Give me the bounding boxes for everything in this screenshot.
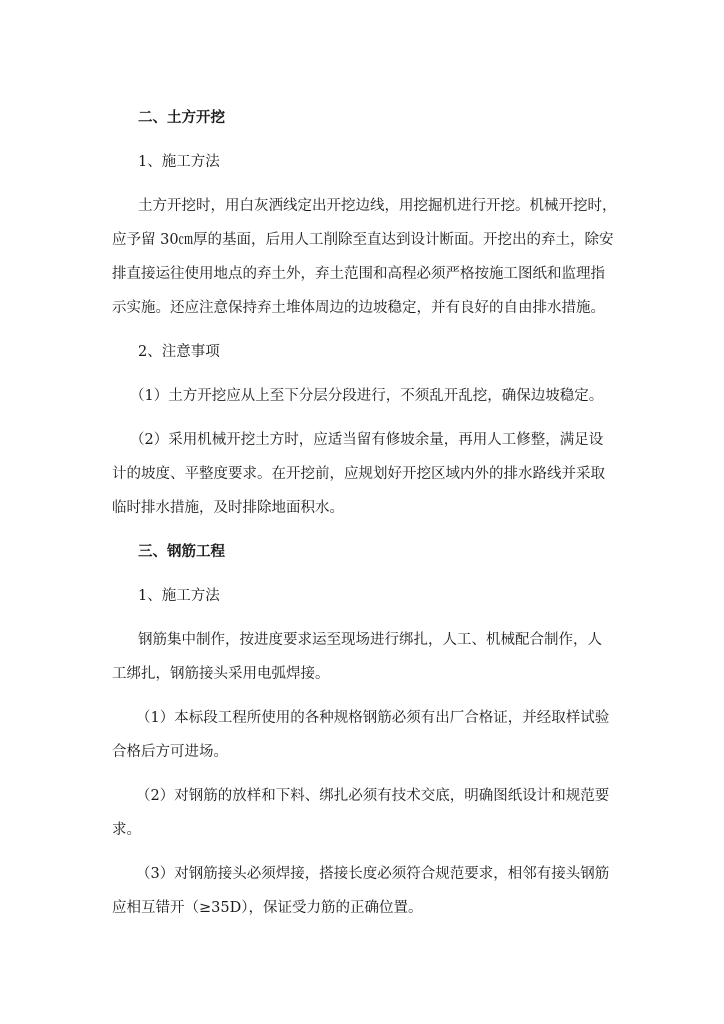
section-3-paragraph-line: 工绑扎，钢筋接头采用电弧焊接。 [112,666,330,682]
section-3-item: （3）对钢筋接头必须焊接，搭接长度必须符合规范要求，相邻有接头钢筋 [136,866,610,882]
section-3-item: （2）对钢筋的放样和下料、绑扎必须有技术交底，明确图纸设计和规范要 [136,788,610,804]
section-3-subheading-method: 1、施工方法 [138,588,220,604]
section-2-note-item-line: 计的坡度、平整度要求。在开挖前，应规划好开挖区域内外的排水路线并采取 [112,466,605,482]
section-2-paragraph-line: 示实施。还应注意保持弃土堆体周边的边坡稳定，并有良好的自由排水措施。 [112,300,605,316]
section-3-item-line: 合格后方可进场。 [112,744,228,760]
section-2-note-item: （1）土方开挖应从上至下分层分段进行，不须乱开乱挖，确保边坡稳定。 [130,388,604,404]
section-3-item: （1）本标段工程所使用的各种规格钢筋必须有出厂合格证，并经取样试验 [136,710,610,726]
section-3-heading: 三、钢筋工程 [138,543,225,560]
section-2-heading: 二、土方开挖 [138,109,225,126]
section-2-paragraph-line: 应予留 30㎝厚的基面，后用人工削除至直达到设计断面。开挖出的弃土，除安 [112,232,614,248]
section-3-paragraph-line: 钢筋集中制作，按进度要求运至现场进行绑扎，人工、机械配合制作，人 [138,632,602,648]
section-2-subheading-notes: 2、注意事项 [138,344,220,360]
section-2-note-item: （2）采用机械开挖土方时，应适当留有修坡余量，再用人工修整，满足设 [130,432,604,448]
section-2-paragraph-line: 土方开挖时，用白灰洒线定出开挖边线，用挖掘机进行开挖。机械开挖时， [138,198,617,214]
section-2-paragraph-line: 排直接运往使用地点的弃土外，弃土范围和高程必须严格按施工图纸和监理指 [112,266,605,282]
section-3-item-line: 应相互错开（≥35D），保证受力筋的正确位置。 [112,900,423,916]
section-2-subheading-method: 1、施工方法 [138,154,220,170]
section-2-note-item-line: 临时排水措施，及时排除地面积水。 [112,500,344,516]
section-3-item-line: 求。 [112,822,141,838]
